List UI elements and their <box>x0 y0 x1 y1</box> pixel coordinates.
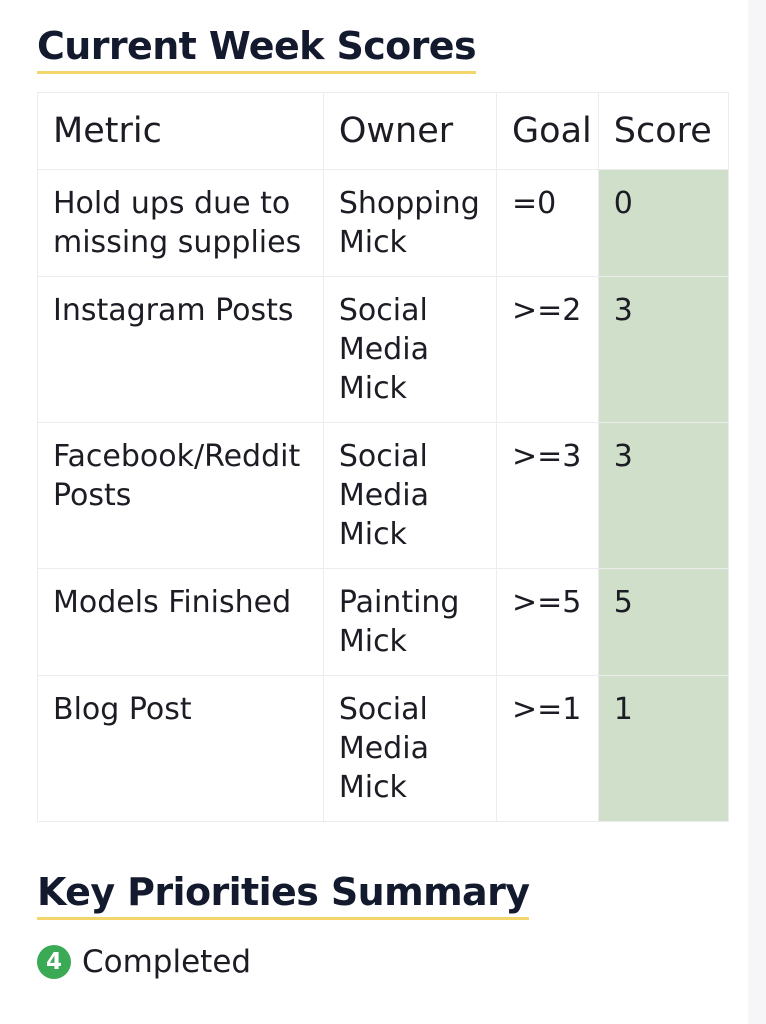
owner-cell-line: Painting <box>338 585 460 620</box>
metric-cell-line: Facebook/Reddit <box>53 439 301 474</box>
owner-cell-line: Media <box>338 332 429 367</box>
metric-cell <box>38 423 324 569</box>
owner-cell-line: Shopping <box>338 186 480 221</box>
score-cell: 3 <box>598 277 728 423</box>
score-cell: 3 <box>598 423 728 569</box>
metric-cell-line: Blog Post <box>53 692 192 727</box>
scores-table-header-row <box>38 93 729 170</box>
owner-cell <box>323 423 496 569</box>
goal-cell: >=3 <box>497 423 599 569</box>
score-column-header: Score <box>598 93 728 170</box>
score-cell: 5 <box>598 569 728 676</box>
goal-cell: >=1 <box>497 676 599 822</box>
owner-cell-line: Mick <box>338 517 407 552</box>
owner-cell-line: Media <box>338 731 429 766</box>
metric-column-header: Metric <box>38 93 324 170</box>
table-row <box>38 569 729 676</box>
completed-label: Completed <box>82 944 252 980</box>
scores-table-body <box>38 170 729 822</box>
goal-cell: =0 <box>497 170 599 277</box>
goal-cell: >=5 <box>497 569 599 676</box>
owner-cell-line: Social <box>338 692 428 727</box>
score-cell: 1 <box>598 676 728 822</box>
completed-status-row <box>37 944 251 980</box>
metric-cell <box>38 277 324 423</box>
owner-column-header: Owner <box>323 93 496 170</box>
metric-cell <box>38 676 324 822</box>
owner-cell-line: Mick <box>338 624 407 659</box>
table-row <box>38 170 729 277</box>
goal-column-header: Goal <box>497 93 599 170</box>
metric-cell-line: Hold ups due to <box>53 186 291 221</box>
owner-cell-line: Media <box>338 478 429 513</box>
owner-cell <box>323 676 496 822</box>
owner-cell-line: Mick <box>338 225 407 260</box>
owner-cell-line: Social <box>338 293 428 328</box>
scores-table <box>37 92 729 822</box>
owner-cell-line: Mick <box>338 770 407 805</box>
current-week-scores-title: Current Week Scores <box>37 27 476 74</box>
metric-cell-line: missing supplies <box>53 225 302 260</box>
table-row <box>38 676 729 822</box>
owner-cell <box>323 170 496 277</box>
completed-count-badge: 4 <box>37 945 71 979</box>
table-row <box>38 277 729 423</box>
metric-cell-line: Posts <box>53 478 132 513</box>
key-priorities-summary-title: Key Priorities Summary <box>37 873 529 920</box>
metric-cell-line: Models Finished <box>53 585 292 620</box>
score-cell: 0 <box>598 170 728 277</box>
owner-cell <box>323 569 496 676</box>
owner-cell-line: Social <box>338 439 428 474</box>
metric-cell-line: Instagram Posts <box>53 293 294 328</box>
owner-cell-line: Mick <box>338 371 407 406</box>
owner-cell <box>323 277 496 423</box>
metric-cell <box>38 569 324 676</box>
goal-cell: >=2 <box>497 277 599 423</box>
table-row <box>38 423 729 569</box>
metric-cell <box>38 170 324 277</box>
